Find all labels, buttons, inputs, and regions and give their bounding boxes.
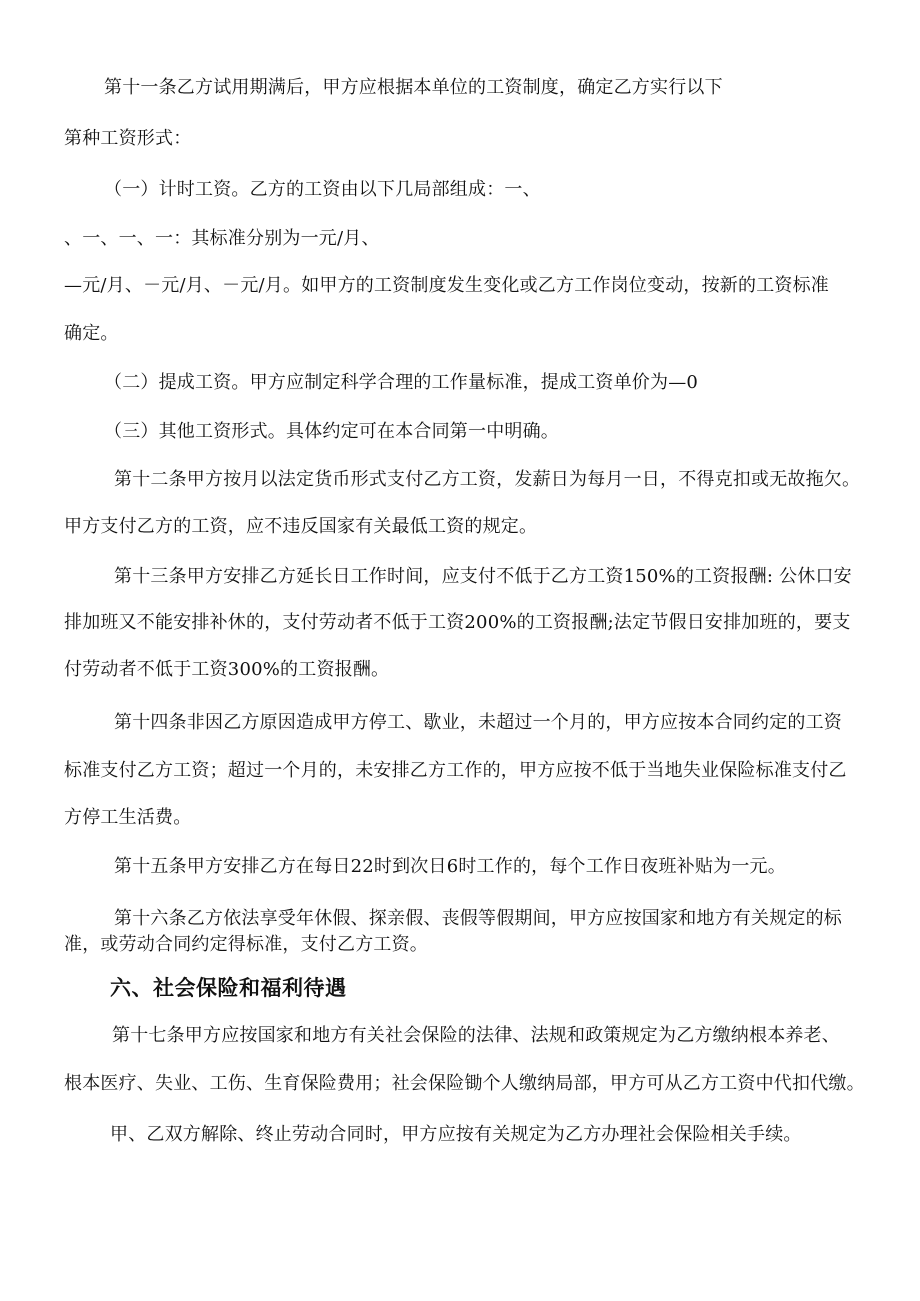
article-11-line-1: 第十一条乙方试用期满后，甲方应根据本单位的工资制度，确定乙方实行以下 xyxy=(104,77,723,98)
hourly-wage-line-1: （一）计时工资。乙方的工资由以下几局部组成：一、 xyxy=(104,179,541,200)
article-14-line-1: 第十四条非因乙方原因造成甲方停工、歇业，未超过一个月的，甲方应按本合同约定的工资 xyxy=(114,712,842,733)
other-wage-line: （三）其他工资形式。具体约定可在本合同第一中明确。 xyxy=(104,421,559,442)
article-13-line-2: 排加班又不能安排补休的，支付劳动者不低于工资200%的工资报酬;法定节假日安排加班的，要支 xyxy=(64,612,851,633)
hourly-wage-line-4: 确定。 xyxy=(64,323,119,344)
hourly-wage-line-2: 、一、一、一：其标准分别为一元/月、 xyxy=(64,228,380,249)
article-15-line: 第十五条甲方安排乙方在每日22时到次日6时工作的，每个工作日夜班补贴为一元。 xyxy=(114,856,786,877)
article-12-line-2: 甲方支付乙方的工资，应不违反国家有关最低工资的规定。 xyxy=(64,516,538,537)
article-13-line-3: 付劳动者不低于工资300%的工资报酬。 xyxy=(64,659,390,680)
section-heading: 六、社会保险和福利待遇 xyxy=(110,976,347,1000)
article-16-line-1: 第十六条乙方依法享受年休假、探亲假、丧假等假期间，甲方应按国家和地方有关规定的标 xyxy=(114,908,842,929)
article-14-line-3: 方停工生活费。 xyxy=(64,807,192,828)
insurance-procedure-line: 甲、乙双方解除、终止劳动合同时，甲方应按有关规定为乙方办理社会保险相关手续。 xyxy=(110,1124,802,1145)
article-11-line-2: 第种工资形式： xyxy=(64,128,192,149)
article-14-line-2: 标准支付乙方工资；超过一个月的，未安排乙方工作的，甲方应按不低于当地失业保险标准支付乙 xyxy=(64,760,847,781)
article-17-line-1: 第十七条甲方应按国家和地方有关社会保险的法律、法规和政策规定为乙方缴纳根本养老、 xyxy=(112,1025,840,1046)
article-12-line-1: 第十二条甲方按月以法定货币形式支付乙方工资，发薪日为每月一日，不得克扣或无故拖欠。 xyxy=(114,469,861,490)
commission-wage-line: （二）提成工资。甲方应制定科学合理的工作量标准，提成工资单价为—0 xyxy=(104,372,699,393)
hourly-wage-line-3: —元/月、－元/月、－元/月。如甲方的工资制度发生变化或乙方工作岗位变动，按新的工资标准 xyxy=(64,275,829,296)
article-17-line-2: 根本医疗、失业、工伤、生育保险费用；社会保险锄个人缴纳局部，甲方可从乙方工资中代扣代缴。 xyxy=(64,1073,865,1094)
article-13-line-1: 第十三条甲方安排乙方延长日工作时间，应支付不低于乙方工资150%的工资报酬: 公休口安 xyxy=(114,566,852,587)
article-16-line-2: 准，或劳动合同约定得标准，支付乙方工资。 xyxy=(64,934,428,955)
